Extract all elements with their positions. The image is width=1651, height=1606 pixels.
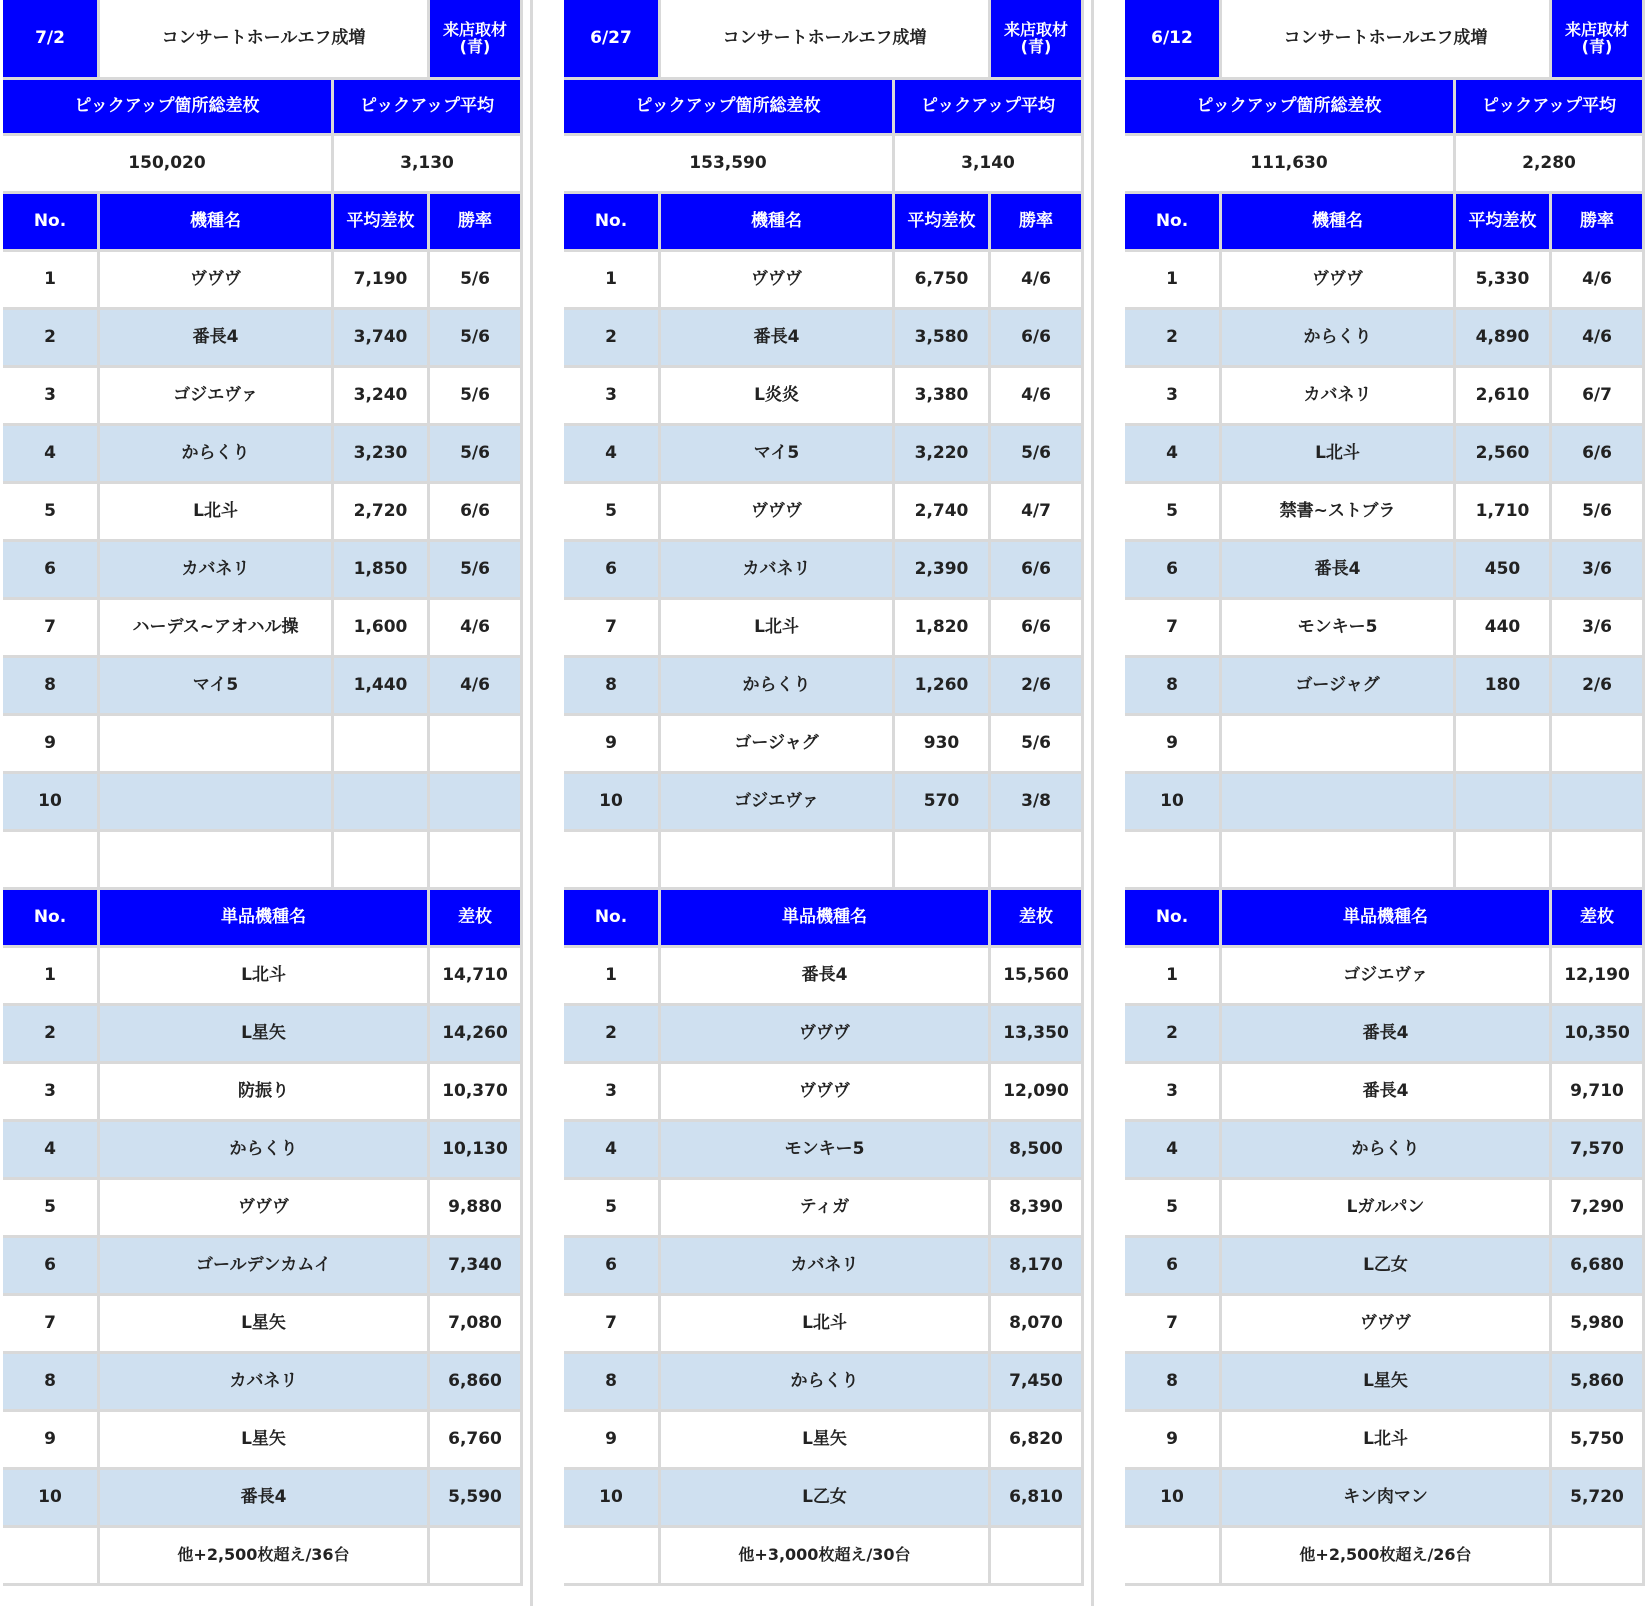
single-table-cell: ティガ <box>661 1180 991 1238</box>
machine-table-cell: 禁書~ストブラ <box>1222 484 1456 542</box>
machine-table-cell: 440 <box>1456 600 1552 658</box>
single-table-header: 差枚 <box>991 890 1084 948</box>
machine-table-cell: 番長4 <box>1222 542 1456 600</box>
single-table-cell: 防振り <box>100 1064 430 1122</box>
spacer-cell <box>895 832 991 890</box>
machine-table-cell: からくり <box>100 426 334 484</box>
machine-table-cell: 5/6 <box>430 368 523 426</box>
single-table-cell: 6,680 <box>1552 1238 1645 1296</box>
single-table-cell: 10 <box>564 1470 661 1528</box>
machine-table-cell: カバネリ <box>1222 368 1456 426</box>
spacer-cell <box>430 832 523 890</box>
machine-table-cell: 1,850 <box>334 542 430 600</box>
single-table-cell: 5,980 <box>1552 1296 1645 1354</box>
machine-table-cell: 930 <box>895 716 991 774</box>
single-table-cell: 4 <box>564 1122 661 1180</box>
machine-table-cell: 8 <box>3 658 100 716</box>
store-name: コンサートホールエフ成増 <box>1222 0 1552 80</box>
machine-table-cell: モンキー5 <box>1222 600 1456 658</box>
spacer-cell <box>1552 832 1645 890</box>
machine-table-cell: L北斗 <box>1222 426 1456 484</box>
machine-table-cell: 1 <box>1125 252 1222 310</box>
coverage-badge <box>430 0 523 80</box>
machine-table-cell <box>1222 774 1456 832</box>
single-table-cell: 1 <box>564 948 661 1006</box>
single-table-cell: 7 <box>1125 1296 1222 1354</box>
spacer-cell <box>564 832 661 890</box>
spacer-cell <box>1125 832 1222 890</box>
machine-table-cell: 4/6 <box>991 368 1084 426</box>
machine-table-cell: 5 <box>3 484 100 542</box>
machine-table-cell: L北斗 <box>661 600 895 658</box>
machine-table-header: No. <box>1125 194 1222 252</box>
spacer-cell <box>661 832 895 890</box>
machine-table-header: 勝率 <box>991 194 1084 252</box>
machine-table-cell: L炎炎 <box>661 368 895 426</box>
machine-table-cell: 2 <box>564 310 661 368</box>
machine-table-cell <box>1456 716 1552 774</box>
footer-note: 他+2,500枚超え/36台 <box>100 1528 430 1586</box>
single-table-cell: 番長4 <box>1222 1064 1552 1122</box>
machine-table-cell: 3/6 <box>1552 600 1645 658</box>
single-table-cell: ヴヴヴ <box>1222 1296 1552 1354</box>
machine-table-cell: 6 <box>3 542 100 600</box>
single-table-cell: 5,720 <box>1552 1470 1645 1528</box>
machine-table-cell: 10 <box>3 774 100 832</box>
single-table-cell: カバネリ <box>100 1354 430 1412</box>
machine-table-cell <box>430 716 523 774</box>
single-table-cell: 9 <box>3 1412 100 1470</box>
single-table-header: 単品機種名 <box>1222 890 1552 948</box>
single-table-cell: 10 <box>1125 1470 1222 1528</box>
machine-table-cell: からくり <box>1222 310 1456 368</box>
machine-table-cell: 2/6 <box>991 658 1084 716</box>
footer-blank-cell <box>430 1528 523 1586</box>
machine-table-cell: 5 <box>564 484 661 542</box>
machine-table-cell: 4/6 <box>1552 252 1645 310</box>
machine-table-cell: 3,580 <box>895 310 991 368</box>
machine-table-cell: 4,890 <box>1456 310 1552 368</box>
machine-table-cell: 1,440 <box>334 658 430 716</box>
machine-table-cell <box>1552 716 1645 774</box>
machine-table-cell: 6 <box>1125 542 1222 600</box>
single-table-cell: 5 <box>564 1180 661 1238</box>
machine-table-cell: 6/6 <box>991 310 1084 368</box>
machine-table-cell: ゴジエヴァ <box>100 368 334 426</box>
machine-table-cell: 2,720 <box>334 484 430 542</box>
machine-table-cell: 1,600 <box>334 600 430 658</box>
machine-table-cell: 8 <box>564 658 661 716</box>
date-label: 6/12 <box>1125 0 1222 80</box>
machine-table-cell: 3 <box>564 368 661 426</box>
machine-table-cell: マイ5 <box>100 658 334 716</box>
machine-table-cell: 9 <box>1125 716 1222 774</box>
machine-table-cell: 3,380 <box>895 368 991 426</box>
summary-total-value: 111,630 <box>1125 136 1456 194</box>
machine-table-cell: 2/6 <box>1552 658 1645 716</box>
single-table-cell: 5,590 <box>430 1470 523 1528</box>
machine-table-cell <box>1456 774 1552 832</box>
single-table-cell: ゴールデンカムイ <box>100 1238 430 1296</box>
machine-table-cell: 2,560 <box>1456 426 1552 484</box>
machine-table-header: 平均差枚 <box>1456 194 1552 252</box>
single-table-cell: 14,260 <box>430 1006 523 1064</box>
machine-table-cell: ヴヴヴ <box>1222 252 1456 310</box>
single-table-header: 単品機種名 <box>100 890 430 948</box>
machine-table-cell: からくり <box>661 658 895 716</box>
footer-blank-cell <box>1552 1528 1645 1586</box>
date-label: 7/2 <box>3 0 100 80</box>
machine-table-cell: 5/6 <box>430 542 523 600</box>
single-table-header: 差枚 <box>430 890 523 948</box>
single-table-cell: L乙女 <box>661 1470 991 1528</box>
single-table-cell: ヴヴヴ <box>100 1180 430 1238</box>
summary-total-label: ピックアップ箇所総差枚 <box>3 80 334 136</box>
footer-blank-cell <box>3 1528 100 1586</box>
single-table-cell: 10,370 <box>430 1064 523 1122</box>
machine-table-cell: 7 <box>3 600 100 658</box>
footer-blank-cell <box>1125 1528 1222 1586</box>
single-table-cell: 8,500 <box>991 1122 1084 1180</box>
machine-table-cell: 6/6 <box>991 600 1084 658</box>
machine-table-cell: ゴジエヴァ <box>661 774 895 832</box>
summary-avg-value: 3,140 <box>895 136 1084 194</box>
machine-table-cell: 2 <box>1125 310 1222 368</box>
single-table-cell: 8,070 <box>991 1296 1084 1354</box>
single-table-cell: 3 <box>3 1064 100 1122</box>
machine-table-cell: L北斗 <box>100 484 334 542</box>
single-table-cell: L北斗 <box>661 1296 991 1354</box>
report-panel <box>564 0 1087 1606</box>
machine-table-cell: 4 <box>564 426 661 484</box>
machine-table-cell: 1 <box>564 252 661 310</box>
machine-table-cell: 2,610 <box>1456 368 1552 426</box>
single-table-cell: カバネリ <box>661 1238 991 1296</box>
machine-table-cell: 3/8 <box>991 774 1084 832</box>
machine-table-cell <box>430 774 523 832</box>
coverage-badge <box>1552 0 1645 80</box>
machine-table-cell <box>100 716 334 774</box>
footer-blank-cell <box>564 1528 661 1586</box>
machine-table-header: 平均差枚 <box>334 194 430 252</box>
machine-table-cell: 10 <box>564 774 661 832</box>
machine-table-cell: 1,260 <box>895 658 991 716</box>
machine-table-cell: 6/6 <box>991 542 1084 600</box>
machine-table-header: 機種名 <box>100 194 334 252</box>
single-table-cell: ゴジエヴァ <box>1222 948 1552 1006</box>
single-table-header: 単品機種名 <box>661 890 991 948</box>
machine-table-cell: 2 <box>3 310 100 368</box>
machine-table-cell <box>1222 716 1456 774</box>
single-table-cell: 9,880 <box>430 1180 523 1238</box>
single-table-cell: 10,130 <box>430 1122 523 1180</box>
machine-table-header: No. <box>3 194 100 252</box>
single-table-cell: 9,710 <box>1552 1064 1645 1122</box>
machine-table-cell <box>334 716 430 774</box>
summary-total-value: 153,590 <box>564 136 895 194</box>
machine-table-cell: 1,820 <box>895 600 991 658</box>
coverage-badge <box>991 0 1084 80</box>
machine-table-cell: 6/6 <box>1552 426 1645 484</box>
machine-table-cell: 9 <box>3 716 100 774</box>
machine-table-cell: 5/6 <box>430 310 523 368</box>
single-table-cell: 10 <box>3 1470 100 1528</box>
machine-table-cell: 3/6 <box>1552 542 1645 600</box>
machine-table-cell: 3 <box>1125 368 1222 426</box>
coverage-line2: (青) <box>459 36 491 56</box>
single-table-header: 差枚 <box>1552 890 1645 948</box>
coverage-line2: (青) <box>1581 36 1613 56</box>
single-table-cell: からくり <box>661 1354 991 1412</box>
single-table-cell: 8 <box>1125 1354 1222 1412</box>
summary-avg-label: ピックアップ平均 <box>334 80 523 136</box>
single-table-cell: 8,170 <box>991 1238 1084 1296</box>
machine-table-cell: 5/6 <box>991 426 1084 484</box>
single-table-cell: 6,860 <box>430 1354 523 1412</box>
machine-table-cell: 番長4 <box>661 310 895 368</box>
date-label: 6/27 <box>564 0 661 80</box>
single-table-cell: 6 <box>3 1238 100 1296</box>
single-table-cell: L星矢 <box>100 1296 430 1354</box>
machine-table-cell: ヴヴヴ <box>100 252 334 310</box>
machine-table-cell: 10 <box>1125 774 1222 832</box>
machine-table-cell: 2,390 <box>895 542 991 600</box>
machine-table-cell: ハーデス~アオハル操 <box>100 600 334 658</box>
machine-table-cell: 5/6 <box>430 426 523 484</box>
single-table-cell: 7 <box>3 1296 100 1354</box>
machine-table-header: 平均差枚 <box>895 194 991 252</box>
single-table-cell: 3 <box>1125 1064 1222 1122</box>
single-table-cell: L星矢 <box>100 1006 430 1064</box>
single-table-cell: L北斗 <box>100 948 430 1006</box>
machine-table-cell <box>100 774 334 832</box>
single-table-cell: 4 <box>1125 1122 1222 1180</box>
coverage-line1: 来店取材 <box>1003 19 1068 39</box>
machine-table-cell: 1,710 <box>1456 484 1552 542</box>
coverage-line2: (青) <box>1020 36 1052 56</box>
single-table-cell: 1 <box>1125 948 1222 1006</box>
summary-total-label: ピックアップ箇所総差枚 <box>1125 80 1456 136</box>
single-table-cell: からくり <box>1222 1122 1552 1180</box>
single-table-cell: 15,560 <box>991 948 1084 1006</box>
single-table-cell: 7,450 <box>991 1354 1084 1412</box>
coverage-line1: 来店取材 <box>442 19 507 39</box>
machine-table-cell: ゴージャグ <box>661 716 895 774</box>
machine-table-cell: 4/6 <box>1552 310 1645 368</box>
single-table-cell: 番長4 <box>1222 1006 1552 1064</box>
spacer-cell <box>1222 832 1456 890</box>
machine-table-cell <box>334 774 430 832</box>
single-table-cell: 5,750 <box>1552 1412 1645 1470</box>
single-table-cell: 8 <box>3 1354 100 1412</box>
single-table-cell: 6,810 <box>991 1470 1084 1528</box>
machine-table-cell: 180 <box>1456 658 1552 716</box>
machine-table-header: 機種名 <box>1222 194 1456 252</box>
single-table-cell: 2 <box>3 1006 100 1064</box>
summary-avg-value: 2,280 <box>1456 136 1645 194</box>
machine-table-cell: 7 <box>1125 600 1222 658</box>
machine-table-cell: 3 <box>3 368 100 426</box>
machine-table-cell: 3,230 <box>334 426 430 484</box>
machine-table-cell: 3,240 <box>334 368 430 426</box>
machine-table-cell: 3,220 <box>895 426 991 484</box>
panel-separator <box>530 0 568 1606</box>
report-panel <box>3 0 526 1606</box>
single-table-cell: 7,340 <box>430 1238 523 1296</box>
single-table-cell: 番長4 <box>661 948 991 1006</box>
footer-note: 他+3,000枚超え/30台 <box>661 1528 991 1586</box>
single-table-cell: 12,190 <box>1552 948 1645 1006</box>
machine-table-cell: 7 <box>564 600 661 658</box>
machine-table-header: 勝率 <box>430 194 523 252</box>
spacer-cell <box>3 832 100 890</box>
single-table-cell: 7,080 <box>430 1296 523 1354</box>
spacer-cell <box>991 832 1084 890</box>
machine-table-cell: 5/6 <box>1552 484 1645 542</box>
single-table-cell: 6 <box>564 1238 661 1296</box>
single-table-cell: 9 <box>1125 1412 1222 1470</box>
single-table-cell: 8 <box>564 1354 661 1412</box>
machine-table-cell: ヴヴヴ <box>661 252 895 310</box>
machine-table-cell: 5,330 <box>1456 252 1552 310</box>
single-table-cell: 2 <box>564 1006 661 1064</box>
machine-table-cell: 9 <box>564 716 661 774</box>
summary-total-value: 150,020 <box>3 136 334 194</box>
machine-table-cell: 5/6 <box>430 252 523 310</box>
machine-table-cell: 5/6 <box>991 716 1084 774</box>
single-table-cell: 7,290 <box>1552 1180 1645 1238</box>
single-table-cell: 14,710 <box>430 948 523 1006</box>
single-table-cell: Lガルパン <box>1222 1180 1552 1238</box>
store-name: コンサートホールエフ成増 <box>100 0 430 80</box>
single-table-cell: 5 <box>1125 1180 1222 1238</box>
spacer-cell <box>100 832 334 890</box>
single-table-cell: L乙女 <box>1222 1238 1552 1296</box>
single-table-cell: 1 <box>3 948 100 1006</box>
machine-table-cell: マイ5 <box>661 426 895 484</box>
report-panel <box>1125 0 1648 1606</box>
single-table-cell: 10,350 <box>1552 1006 1645 1064</box>
machine-table-header: 機種名 <box>661 194 895 252</box>
single-table-cell: 6 <box>1125 1238 1222 1296</box>
single-table-cell: L星矢 <box>1222 1354 1552 1412</box>
single-table-cell: キン肉マン <box>1222 1470 1552 1528</box>
single-table-cell: 8,390 <box>991 1180 1084 1238</box>
single-table-cell: 6,820 <box>991 1412 1084 1470</box>
machine-table-cell: 1 <box>3 252 100 310</box>
machine-table-cell: 4/6 <box>430 658 523 716</box>
machine-table-cell <box>1552 774 1645 832</box>
machine-table-cell: 6,750 <box>895 252 991 310</box>
single-table-cell: 5 <box>3 1180 100 1238</box>
machine-table-cell: 6/6 <box>430 484 523 542</box>
machine-table-cell: カバネリ <box>100 542 334 600</box>
single-table-cell: 7,570 <box>1552 1122 1645 1180</box>
single-table-cell: 13,350 <box>991 1006 1084 1064</box>
summary-total-label: ピックアップ箇所総差枚 <box>564 80 895 136</box>
machine-table-cell: 3,740 <box>334 310 430 368</box>
single-table-cell: L星矢 <box>100 1412 430 1470</box>
single-table-header: No. <box>3 890 100 948</box>
machine-table-cell: 7,190 <box>334 252 430 310</box>
footer-blank-cell <box>991 1528 1084 1586</box>
summary-avg-value: 3,130 <box>334 136 523 194</box>
panel-separator <box>1091 0 1129 1606</box>
machine-table-cell: 4 <box>3 426 100 484</box>
single-table-cell: モンキー5 <box>661 1122 991 1180</box>
machine-table-cell: ヴヴヴ <box>661 484 895 542</box>
machine-table-cell: 8 <box>1125 658 1222 716</box>
footer-note: 他+2,500枚超え/26台 <box>1222 1528 1552 1586</box>
single-table-cell: 4 <box>3 1122 100 1180</box>
machine-table-cell: 6/7 <box>1552 368 1645 426</box>
machine-table-header: 勝率 <box>1552 194 1645 252</box>
summary-avg-label: ピックアップ平均 <box>1456 80 1645 136</box>
machine-table-cell: 4/7 <box>991 484 1084 542</box>
machine-table-cell: ゴージャグ <box>1222 658 1456 716</box>
single-table-cell: L星矢 <box>661 1412 991 1470</box>
machine-table-cell: 570 <box>895 774 991 832</box>
summary-avg-label: ピックアップ平均 <box>895 80 1084 136</box>
single-table-header: No. <box>564 890 661 948</box>
single-table-cell: 2 <box>1125 1006 1222 1064</box>
machine-table-header: No. <box>564 194 661 252</box>
machine-table-cell: 450 <box>1456 542 1552 600</box>
single-table-cell: 番長4 <box>100 1470 430 1528</box>
single-table-cell: 9 <box>564 1412 661 1470</box>
machine-table-cell: 5 <box>1125 484 1222 542</box>
single-table-cell: 3 <box>564 1064 661 1122</box>
single-table-cell: 6,760 <box>430 1412 523 1470</box>
single-table-header: No. <box>1125 890 1222 948</box>
single-table-cell: L北斗 <box>1222 1412 1552 1470</box>
single-table-cell: からくり <box>100 1122 430 1180</box>
spacer-cell <box>334 832 430 890</box>
machine-table-cell: 4/6 <box>430 600 523 658</box>
coverage-line1: 来店取材 <box>1564 19 1629 39</box>
store-name: コンサートホールエフ成増 <box>661 0 991 80</box>
machine-table-cell: 番長4 <box>100 310 334 368</box>
machine-table-cell: 4/6 <box>991 252 1084 310</box>
machine-table-cell: カバネリ <box>661 542 895 600</box>
machine-table-cell: 6 <box>564 542 661 600</box>
single-table-cell: ヴヴヴ <box>661 1006 991 1064</box>
single-table-cell: 5,860 <box>1552 1354 1645 1412</box>
machine-table-cell: 2,740 <box>895 484 991 542</box>
single-table-cell: ヴヴヴ <box>661 1064 991 1122</box>
machine-table-cell: 4 <box>1125 426 1222 484</box>
single-table-cell: 7 <box>564 1296 661 1354</box>
spacer-cell <box>1456 832 1552 890</box>
single-table-cell: 12,090 <box>991 1064 1084 1122</box>
